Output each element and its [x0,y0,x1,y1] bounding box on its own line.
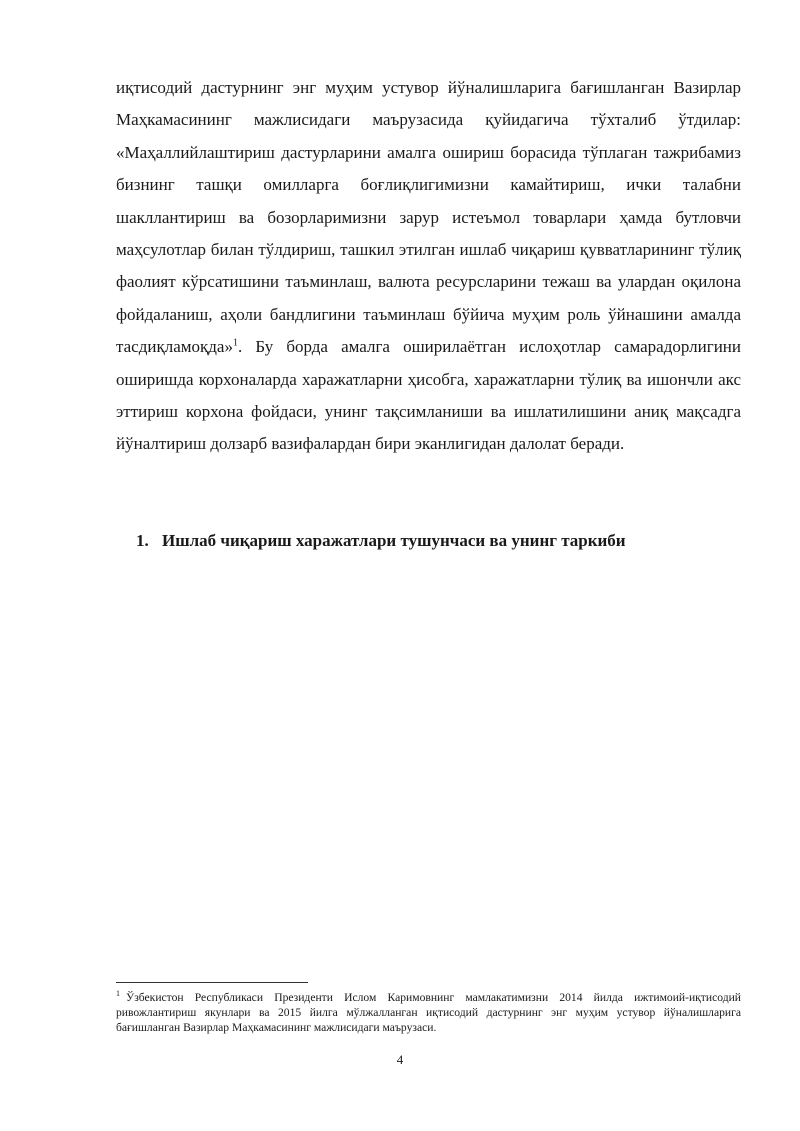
section-heading [136,526,741,556]
footnote-separator [116,982,308,983]
page-number: 4 [396,1052,404,1067]
footnote-marker: 1 [116,989,120,999]
body-paragraph [116,72,741,461]
body-text-after-ref: . Бу борда амалга оширилаётган ислоҳотлар самарадорлигини оширишда корхоналарда харажатларни ҳисобга, харажатларни тўлиқ ва ишончли акс эттириш корхона фойдаси, унинг тақсимланиши ва ишлатилишини аниқ мақсадга йўналтириш долзарб вазифалардан бири эканлигидан далолат беради. [116,337,741,454]
section-number: 1. [136,531,149,550]
footnote-reference[interactable]: 1 [232,337,238,349]
body-text-before-ref: иқтисодий дастурнинг энг муҳим устувор йўналишларига бағишланган Вазирлар Маҳкамасининг мажлисидаги маърузасида қуйидагича тўхталиб ўтдилар: «Маҳаллийлаштириш дастурларини амалга ошириш борасида тўплаган тажрибамиз бизнинг ташқи омилларга боғлиқлигимизни камайтириш, ички талабни шакллантириш ва бозорларимизни зарур истеъмол товарлари ҳамда бутловчи маҳсулотлар билан тўлдириш, ташкил этилган ишлаб чиқариш қувватларининг тўлиқ фаолият кўрсатишини таъминлаш, валюта ресурсларини тежаш ва улардан оқилона фойдаланиш, аҳоли бандлигини таъминлаш бўйича муҳим роль ўйнашини амалда тасдиқламоқда» [116,78,741,357]
footnote [116,990,741,1036]
section-title: Ишлаб чиқариш харажатлари тушунчаси ва унинг таркиби [162,531,626,550]
footnote-text: Ўзбекистон Республикаси Президенти Ислом Каримовнинг мамлакатимизни 2014 йилда ижтимоий-иқтисодий ривожлантириш якунлари ва 2015 йилга мўлжалланган иқтисодий дастурнинг энг муҳим устувор йўналишларига бағишланган Вазирлар Маҳкамасининг мажлисидаги маърузаси. [116,991,741,1035]
